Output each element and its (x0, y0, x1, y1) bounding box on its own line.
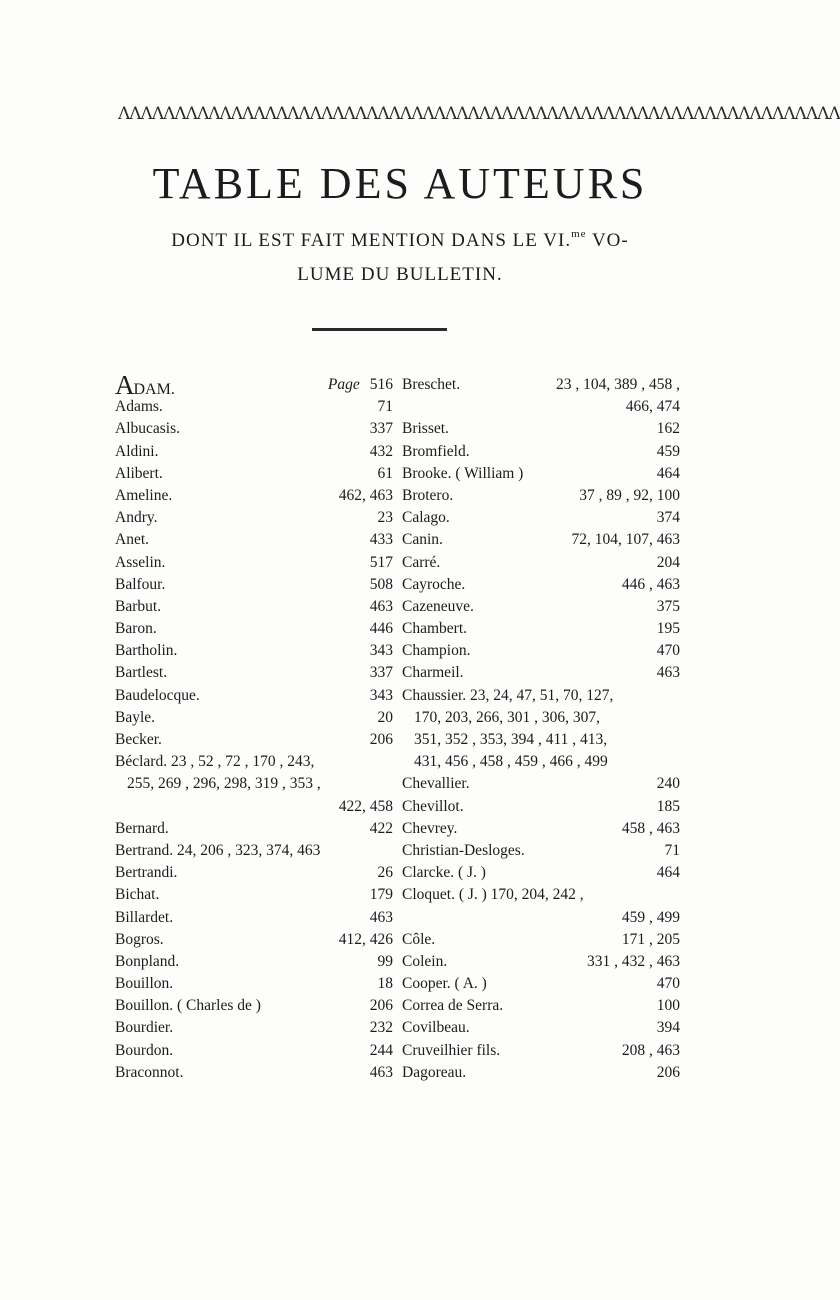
entry-pages: 331 , 432 , 463 (587, 952, 680, 970)
entry-pages: 20 (377, 708, 393, 726)
entry-name: Breschet. (402, 376, 461, 393)
entry-pages: 459 (656, 442, 680, 460)
entry-name: Brooke. ( William ) (402, 464, 524, 482)
index-entry (402, 995, 680, 1017)
entry-pages: 171 , 205 (621, 930, 680, 948)
entry-name: 351, 352 , 353, 394 , 411 , 413, (414, 731, 608, 748)
entry-pages: 244 (369, 1041, 393, 1059)
entry-name: Calago. (402, 509, 450, 527)
entry-name: Colein. (402, 952, 448, 970)
entry-pages: 508 (369, 575, 393, 593)
entry-name: Christian-Desloges. (402, 841, 525, 859)
entry-name: Andry. (115, 509, 158, 527)
entry-pages: 100 (656, 997, 680, 1015)
subtitle-line-1 (0, 230, 800, 252)
entry-name: Ameline. (115, 486, 173, 504)
entry-name: Chevrey. (402, 819, 458, 837)
index-entry (402, 951, 680, 973)
entry-pages (328, 374, 393, 396)
index-entry (402, 418, 680, 440)
entry-pages: 195 (656, 620, 680, 638)
entry-name: Cayroche. (402, 575, 466, 593)
index-entry (115, 1062, 393, 1084)
entry-name: Bichat. (115, 886, 160, 904)
index-entry (402, 1040, 680, 1062)
subtitle-line-2: LUME DU BULLETIN. (297, 264, 503, 285)
index-entry (402, 1017, 680, 1039)
entry-pages: 433 (369, 531, 393, 549)
index-column-right (402, 374, 680, 1084)
entry-pages: 470 (656, 642, 680, 660)
entry-pages: 458 , 463 (621, 819, 680, 837)
entry-pages: 26 (377, 864, 393, 882)
index-entry (115, 862, 393, 884)
index-entry (115, 707, 393, 729)
entry-pages: 204 (656, 553, 680, 571)
entry-pages: 206 (656, 1063, 680, 1081)
decorative-border: ɅɅɅɅɅɅɅɅɅɅɅɅɅɅɅɅɅɅɅɅɅɅɅɅɅɅɅɅɅɅɅɅɅɅɅɅɅɅɅɅɅɅɅɅɅɅɅɅɅɅɅɅɅɅɅɅɅɅɅɅɅɅɅɅ (118, 104, 840, 124)
entry-page-numbers: 516 (369, 376, 393, 393)
index-entry (115, 929, 393, 951)
index-entry (402, 529, 680, 551)
index-entry (402, 884, 680, 906)
index-entry (115, 574, 393, 596)
index-entry (115, 485, 393, 507)
index-entry (402, 552, 680, 574)
entry-pages: 463 (369, 908, 393, 926)
entry-name: Cooper. ( A. ) (402, 975, 487, 993)
index-entry (115, 973, 393, 995)
index-entry (115, 840, 393, 862)
index-entry (115, 1040, 393, 1062)
entry-name: Chevillot. (402, 797, 464, 815)
entry-pages: 162 (656, 420, 680, 438)
index-entry (115, 441, 393, 463)
entry-name: Bayle. (115, 708, 156, 726)
entry-pages: 71 (377, 398, 393, 416)
entry-name: Alibert. (115, 464, 163, 482)
index-entry (402, 685, 680, 707)
entry-pages: 61 (377, 464, 393, 482)
entry-name: Bartholin. (115, 642, 178, 660)
entry-name: Covilbeau. (402, 1019, 470, 1037)
index-entry (115, 907, 393, 929)
entry-name: Chaussier. 23, 24, 47, 51, 70, 127, (402, 686, 614, 704)
entry-name: Cruveilhier fils. (402, 1041, 501, 1059)
index-entry (402, 374, 680, 396)
entry-name: 170, 203, 266, 301 , 306, 307, (414, 708, 600, 726)
index-entry (115, 396, 393, 418)
index-entry (115, 463, 393, 485)
index-entry (402, 818, 680, 840)
index-entry (402, 596, 680, 618)
index-entry (402, 973, 680, 995)
subtitle-text-a: DONT IL EST FAIT MENTION DANS LE VI. (171, 230, 572, 251)
index-entry (115, 507, 393, 529)
entry-name: Becker. (115, 731, 162, 748)
index-entry (115, 951, 393, 973)
index-entry (115, 995, 393, 1017)
entry-name: Canin. (402, 531, 443, 549)
entry-name: Braconnot. (115, 1063, 184, 1081)
entry-pages: 240 (656, 775, 680, 793)
entry-pages: 464 (656, 464, 680, 482)
entry-name: Cloquet. ( J. ) 170, 204, 242 , (402, 886, 584, 904)
subtitle-superscript: me (571, 228, 587, 240)
index-entry (402, 840, 680, 862)
entry-pages: 517 (369, 553, 393, 571)
entry-pages: 208 , 463 (621, 1041, 680, 1059)
entry-pages: 37 , 89 , 92, 100 (579, 486, 680, 504)
entry-name: Côle. (402, 930, 436, 948)
entry-pages: 466, 474 (625, 398, 680, 416)
index-entry (115, 729, 393, 751)
entry-pages: 412, 426 (338, 930, 393, 948)
index-entry (402, 396, 680, 418)
entry-name-initial: A (115, 370, 134, 400)
index-entry (402, 485, 680, 507)
entry-pages: 23 (377, 509, 393, 527)
entry-name: Bromfield. (402, 442, 470, 460)
entry-pages: 446 (369, 620, 393, 638)
entry-name: Anet. (115, 531, 150, 549)
entry-name: Baudelocque. (115, 686, 200, 704)
entry-name: Brisset. (402, 420, 449, 438)
index-entry (402, 441, 680, 463)
entry-pages: 464 (656, 864, 680, 882)
entry-name: Bouillon. ( Charles de ) (115, 997, 261, 1015)
index-entry (402, 862, 680, 884)
index-entry (402, 640, 680, 662)
entry-pages: 337 (369, 664, 393, 682)
entry-name: 431, 456 , 458 , 459 , 466 , 499 (414, 753, 608, 771)
index-entry (115, 370, 393, 400)
index-entry (115, 618, 393, 640)
index-entry (402, 907, 680, 929)
entry-pages: 462, 463 (338, 486, 393, 504)
entry-name: Chambert. (402, 620, 467, 638)
entry-name: Barbut. (115, 597, 162, 615)
entry-pages: 23 , 104, 389 , 458 , (556, 376, 680, 393)
entry-pages: 446 , 463 (621, 575, 680, 593)
entry-name: 255, 269 , 296, 298, 319 , 353 , (127, 775, 321, 793)
entry-name: Bourdier. (115, 1019, 174, 1037)
entry-pages: 394 (656, 1019, 680, 1037)
entry-name: Bouillon. (115, 975, 174, 993)
entry-name: Bartlest. (115, 664, 168, 682)
index-entry (402, 507, 680, 529)
page-title: TABLE DES AUTEURS (152, 159, 648, 208)
entry-name-rest: DAM. (133, 381, 175, 398)
entry-pages: 232 (369, 1019, 393, 1037)
entry-name: Cazeneuve. (402, 597, 474, 615)
index-column-left (115, 370, 393, 1084)
index-entry (115, 818, 393, 840)
entry-pages: 343 (369, 686, 393, 704)
entry-pages: 206 (369, 997, 393, 1015)
entry-name: Champion. (402, 642, 471, 660)
entry-pages: 72, 104, 107, 463 (571, 531, 680, 549)
entry-pages: 99 (377, 952, 393, 970)
entry-pages: 375 (656, 597, 680, 615)
index-entry (402, 796, 680, 818)
entry-pages: 459 , 499 (621, 908, 680, 926)
entry-name: Dagoreau. (402, 1063, 467, 1081)
index-entry (115, 796, 393, 818)
index-entry (402, 463, 680, 485)
entry-name: Balfour. (115, 575, 166, 593)
entry-name: Carré. (402, 553, 441, 571)
page-label: Page (327, 376, 360, 393)
title-rule (312, 328, 447, 331)
entry-name: Charmeil. (402, 664, 464, 682)
index-entry (115, 596, 393, 618)
entry-pages: 179 (369, 886, 393, 904)
entry-pages: 343 (369, 642, 393, 660)
entry-pages: 463 (369, 597, 393, 615)
entry-name: Adams. (115, 398, 163, 416)
index-entry (115, 552, 393, 574)
index-entry (115, 773, 393, 795)
entry-name: Clarcke. ( J. ) (402, 864, 486, 882)
entry-name: Bourdon. (115, 1041, 174, 1059)
entry-pages: 470 (656, 975, 680, 993)
index-entry (402, 707, 680, 729)
index-entry (402, 574, 680, 596)
entry-name: Albucasis. (115, 420, 181, 438)
entry-pages: 337 (369, 420, 393, 438)
subtitle-text-b: VO- (586, 230, 629, 251)
index-entry (402, 751, 680, 773)
entry-pages: 185 (656, 797, 680, 815)
entry-name: Aldini. (115, 442, 159, 460)
entry-name: Bogros. (115, 930, 164, 948)
entry-name: Bonpland. (115, 952, 180, 970)
entry-name: Billardet. (115, 908, 174, 926)
entry-name: Baron. (115, 620, 157, 638)
index-entry (115, 640, 393, 662)
index-entry (402, 929, 680, 951)
entry-pages: 71 (664, 841, 680, 859)
index-entry (115, 685, 393, 707)
entry-pages: 422 (369, 819, 393, 837)
index-entry (402, 662, 680, 684)
entry-pages: 463 (656, 664, 680, 682)
entry-pages: 206 (369, 731, 393, 748)
entry-pages: 432 (369, 442, 393, 460)
entry-pages: 374 (656, 509, 680, 527)
entry-name: Bertrandi. (115, 864, 178, 882)
entry-pages: 422, 458 (338, 797, 393, 815)
index-entry (115, 1017, 393, 1039)
index-entry (402, 773, 680, 795)
index-entry (402, 618, 680, 640)
index-entry (402, 729, 680, 751)
index-entry (115, 662, 393, 684)
index-entry (115, 751, 393, 773)
index-entry (115, 884, 393, 906)
entry-name: Asselin. (115, 553, 166, 571)
index-entry (115, 418, 393, 440)
entry-name: Brotero. (402, 486, 454, 504)
entry-name: Bertrand. 24, 206 , 323, 374, 463 (115, 841, 321, 859)
entry-name: Bernard. (115, 819, 169, 837)
entry-name: Correa de Serra. (402, 997, 504, 1015)
entry-name: Chevallier. (402, 775, 470, 793)
index-entry (115, 529, 393, 551)
entry-name: Béclard. 23 , 52 , 72 , 170 , 243, (115, 753, 315, 771)
entry-pages: 463 (369, 1063, 393, 1081)
index-entry (402, 1062, 680, 1084)
entry-pages: 18 (377, 975, 393, 993)
